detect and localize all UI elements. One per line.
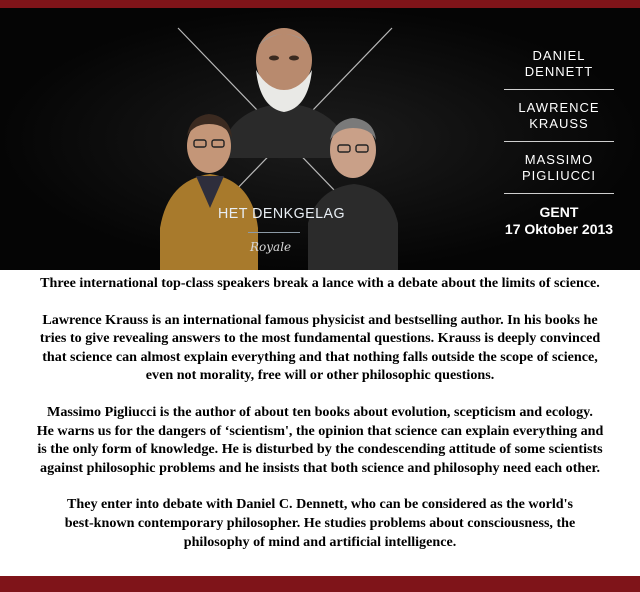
top-accent-bar [0, 0, 640, 8]
intro-paragraph: Three international top-class speakers break a lance with a debate about the limits of science. [40, 275, 600, 291]
dennett-paragraph: They enter into debate with Daniel C. Dennett, who can be considered as the world's best-known contemporary philosopher. He studies problems about consciousness, the philosophy of mind and artificial intelligence. [64, 496, 576, 550]
event-banner [0, 8, 640, 270]
logo-divider [248, 232, 300, 233]
event-venue: GENT [539, 204, 579, 220]
speaker-divider [504, 89, 614, 90]
event-date: 17 Oktober 2013 [504, 221, 614, 237]
bottom-accent-bar [0, 576, 640, 592]
event-logo-title: HET DENKGELAG [218, 205, 346, 222]
event-description [0, 274, 640, 551]
event-logo-subtitle: Royale [250, 240, 292, 254]
speaker-name-dennett: DANIEL DENNETT [524, 48, 594, 79]
speaker-name-krauss: LAWRENCE KRAUSS [518, 100, 600, 131]
speaker-list [480, 48, 638, 238]
speaker-name-pigliucci: MASSIMO PIGLIUCCI [521, 152, 596, 183]
krauss-paragraph: Lawrence Krauss is an international famous physicist and bestselling author. In his books he tries to give revealing answers to the most fundamental questions. Krauss is deeply convinced that science can almost explain everything and that nothing falls outside the scope of science, even not morality, free will or other philosophic questions. [39, 311, 601, 384]
pigliucci-paragraph: Massimo Pigliucci is the author of about ten books about evolution, scepticism and ecology. He warns us for the dangers of ‘scientism', the opinion that science can explain everything and is the only form of knowledge. He is disturbed by the condescending attitude of some scientists against philosophic problems and he insists that both science and philosophy need each other. [36, 403, 604, 476]
speaker-divider [504, 193, 614, 194]
speaker-divider [504, 141, 614, 142]
